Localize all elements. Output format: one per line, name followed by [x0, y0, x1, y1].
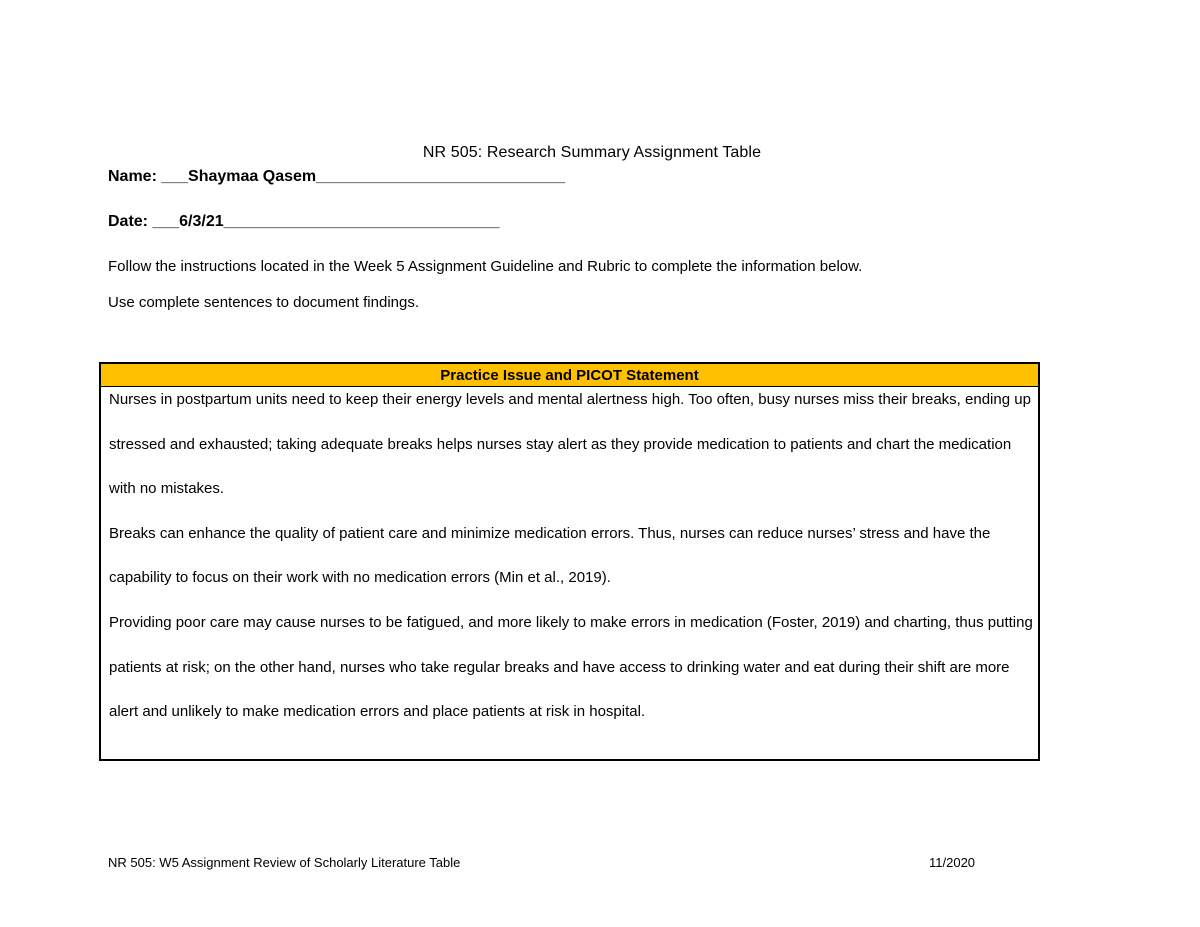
name-field: Name: ___Shaymaa Qasem____________________________	[108, 168, 566, 185]
instruction-text: Follow the instructions located in the Week 5 Assignment Guideline and Rubric to complete the information below.	[108, 258, 863, 275]
picot-table-body	[101, 378, 1038, 735]
picot-table-header: Practice Issue and PICOT Statement	[101, 364, 1038, 387]
document-title: NR 505: Research Summary Assignment Table	[422, 144, 762, 161]
picot-paragraph: Nurses in postpartum units need to keep their energy levels and mental alertness high. Too often, busy nurses miss their breaks, ending up stressed and exhausted; taking adequate breaks helps nurses stay alert as they provide medication to patients and chart the medication with no mistakes.	[109, 391, 1031, 498]
footer-course-label: NR 505: W5 Assignment Review of Scholarly Literature Table	[108, 855, 461, 870]
date-field: Date: ___6/3/21_______________________________	[108, 213, 500, 230]
picot-paragraph: Breaks can enhance the quality of patient care and minimize medication errors. Thus, nurses can reduce nurses’ stress and have the capability to focus on their work with no medication errors (Min et al., 2019).	[109, 524, 991, 587]
footer-date: 11/2020	[929, 855, 976, 870]
picot-table	[99, 362, 1040, 761]
picot-paragraph: Providing poor care may cause nurses to be fatigued, and more likely to make errors in medication (Foster, 2019) and charting, thus putting patients at risk; on the other hand, nurses who take regular breaks and have access to drinking water and eat during their shift are more alert and unlikely to make medication errors and place patients at risk in hospital.	[109, 613, 1033, 721]
instruction-text: Use complete sentences to document findings.	[108, 294, 420, 311]
